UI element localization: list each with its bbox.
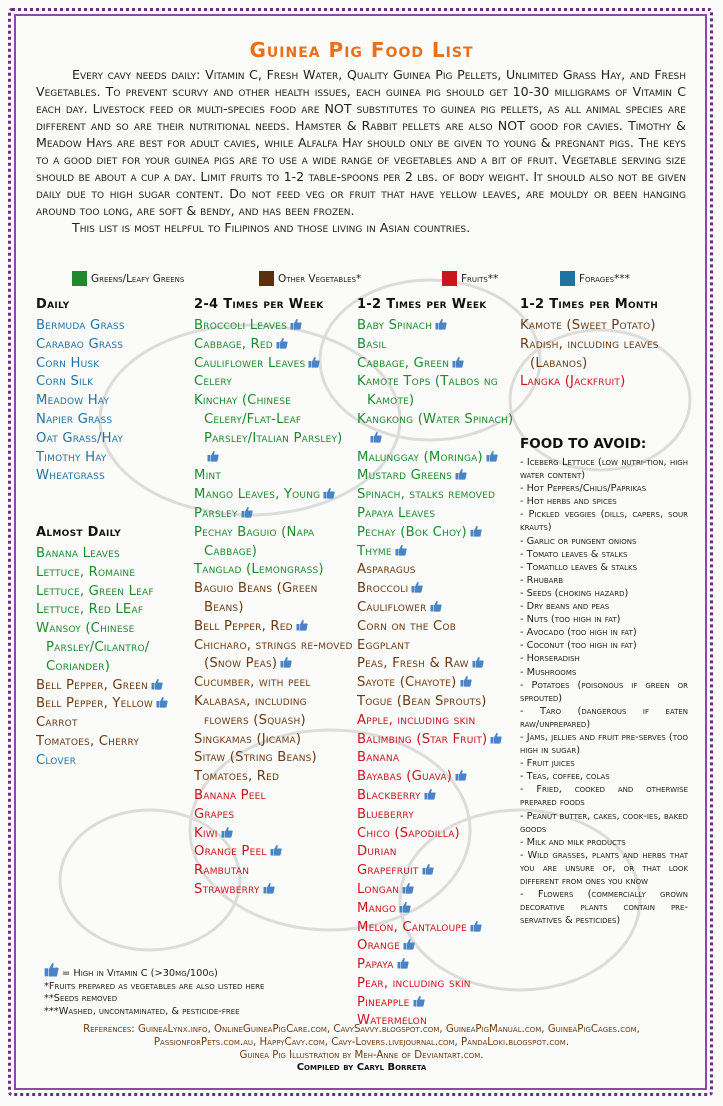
food-item — [357, 373, 519, 411]
food-item-label: Rambutan — [194, 863, 250, 879]
avoid-item: - Milk and milk products — [520, 836, 626, 848]
food-item-label: Baby Spinach — [357, 318, 433, 333]
food-item — [357, 881, 519, 900]
vegetables-swatch — [259, 271, 274, 286]
food-item-label: Baguio Beans (Green Beans) — [194, 581, 318, 615]
food-item-label: Pear, including skin — [357, 975, 471, 991]
food-item — [36, 714, 192, 733]
legend — [72, 271, 692, 289]
vitamin-c-key-label: = High in Vitamin C (>30mg/100g) — [62, 968, 218, 979]
food-item — [357, 467, 519, 486]
food-item — [357, 768, 519, 787]
food-item — [194, 317, 354, 336]
avoid-item: - Rhubarb — [520, 574, 564, 586]
thumbs-up-icon — [460, 675, 472, 687]
food-item-label: Grapes — [194, 806, 235, 822]
food-item — [357, 862, 519, 881]
avoid-item: - Fried, cooked and otherwise prepared foods — [520, 784, 688, 809]
thumbs-up-icon — [207, 450, 219, 462]
food-item — [36, 467, 192, 486]
food-item — [357, 449, 519, 468]
food-item — [194, 637, 354, 675]
column-two-four-week — [194, 297, 354, 900]
food-item — [357, 561, 519, 580]
thumbs-up-icon — [399, 901, 411, 913]
food-item-label: Wansoy (Chinese Parsley/Cilantro/ Coriander) — [36, 621, 150, 674]
food-item — [357, 355, 519, 374]
avoid-item: - Jams, jellies and fruit pre-serves (too high in sugar) — [520, 731, 688, 757]
avoid-item: - Tomatillo leaves & stalks — [520, 561, 638, 573]
food-item — [36, 411, 192, 430]
food-item-label: Singkamas (Jicama) — [194, 731, 302, 747]
food-item — [194, 843, 354, 862]
avoid-item: - Peanut butter, cakes, cook-ies, baked goods — [520, 810, 688, 835]
food-item-label: Mint — [194, 468, 222, 484]
food-item — [520, 336, 688, 374]
thumbs-up-icon — [470, 525, 482, 537]
food-item — [357, 693, 519, 712]
thumbs-up-icon — [151, 678, 163, 690]
food-item — [194, 392, 354, 467]
footnote-fruits: *Fruits prepared as vegetables are also listed here — [44, 980, 265, 992]
thumbs-up-icon — [413, 995, 425, 1007]
food-item-label: Orange Peel — [194, 844, 267, 860]
avoid-item: - Potatoes (poisonous if green or sprouted) — [520, 679, 688, 704]
food-item-label: Blackberry — [357, 787, 421, 803]
legend-label: Other Vegetables* — [278, 272, 362, 285]
food-item-label: Napier Grass — [36, 411, 113, 427]
food-item-label: Basil — [357, 336, 387, 352]
food-item-label: Lettuce, Green Leaf — [36, 583, 154, 599]
thumbs-up-icon — [422, 863, 434, 875]
food-item — [194, 862, 354, 881]
food-item-label: Kangkong (Water Spinach) — [357, 411, 514, 427]
food-item — [36, 733, 192, 752]
avoid-item: - Seeds (choking hazard) — [520, 587, 629, 599]
food-item-label: Orange — [357, 938, 401, 954]
thumbs-up-icon — [156, 696, 168, 708]
food-item — [36, 336, 192, 355]
food-item-label: Cabbage, Red — [194, 336, 273, 352]
food-item — [357, 787, 519, 806]
food-item — [194, 580, 354, 618]
food-item — [36, 355, 192, 374]
food-item — [520, 317, 688, 336]
food-item-label: Kamote Tops (Talbos ng Kamote) — [357, 374, 498, 409]
avoid-item: - Coconut (too high in fat) — [520, 640, 637, 652]
column-almost-daily — [36, 525, 192, 771]
food-item — [357, 336, 519, 355]
food-item-label: Carrot — [36, 715, 78, 731]
food-item-label: Tanglad (Lemongrass) — [194, 562, 324, 578]
food-item — [357, 505, 519, 524]
food-item-label: Banana Leaves — [36, 546, 120, 561]
legend-item-fruits — [442, 271, 498, 286]
food-item-label: Timothy Hay — [36, 449, 107, 465]
avoid-item: - Hot Peppers/Chilis/Paprikas — [520, 483, 647, 495]
food-item — [357, 674, 519, 693]
food-item — [357, 994, 519, 1013]
thumbs-up-icon — [276, 337, 288, 349]
thumbs-up-icon — [486, 450, 498, 462]
food-item-label: Corn on the Cob — [357, 618, 457, 634]
legend-label: Fruits** — [461, 272, 499, 285]
food-item — [194, 731, 354, 750]
food-item — [194, 806, 354, 825]
food-item — [357, 843, 519, 862]
food-item-label: Melon, Cantaloupe — [357, 919, 467, 935]
food-item-label: Durian — [357, 844, 397, 860]
thumbs-up-icon — [44, 962, 59, 977]
avoid-item: - Wild grasses, plants and herbs that you are unsure of, or that look different from ones you know — [520, 849, 688, 887]
food-list — [36, 545, 192, 771]
food-item-label: Papaya — [357, 957, 394, 973]
food-item — [36, 677, 192, 696]
food-to-avoid — [520, 436, 688, 927]
food-item-label: Broccoli — [357, 581, 409, 597]
food-item-label: Bell Pepper, Green — [36, 677, 148, 693]
food-item-label: Sayote (Chayote) — [357, 675, 457, 691]
food-item — [36, 373, 192, 392]
avoid-list — [520, 456, 688, 927]
food-item — [36, 695, 192, 714]
avoid-item: - Horseradish — [520, 653, 580, 665]
thumbs-up-icon — [270, 844, 282, 856]
thumbs-up-icon — [411, 581, 423, 593]
food-item-label: Eggplant — [357, 637, 410, 653]
food-item — [357, 900, 519, 919]
avoid-item: - Iceberg Lettuce (low nutri-tion, high water content) — [520, 457, 688, 482]
food-item-label: Radish, including leaves (Labanos) — [520, 336, 659, 371]
food-item — [357, 749, 519, 768]
food-item — [194, 373, 354, 392]
food-item — [36, 545, 192, 564]
legend-item-vegetables — [259, 271, 361, 286]
food-item-label: Kinchay (Chinese Celery/Flat-Leaf Parsley/Italian Parsley) — [194, 393, 343, 446]
food-item-label: Pineapple — [357, 994, 410, 1010]
food-item — [194, 674, 354, 693]
avoid-item: - Tomato leaves & stalks — [520, 548, 628, 560]
column-one-two-month — [520, 297, 688, 392]
food-item — [36, 430, 192, 449]
food-item-label: Parsley — [194, 505, 238, 521]
thumbs-up-icon — [470, 920, 482, 932]
food-item — [357, 655, 519, 674]
legend-label: Forages*** — [579, 272, 630, 285]
compiled-by: Compiled by Caryl Borreta — [296, 1062, 427, 1073]
food-item — [357, 975, 519, 994]
food-item-label: Banana — [357, 750, 400, 766]
thumbs-up-icon — [435, 318, 447, 330]
food-item — [194, 336, 354, 355]
food-item — [194, 486, 354, 505]
food-item — [194, 749, 354, 768]
avoid-item: - Mushrooms — [520, 666, 577, 678]
references-line-2: PassionforPets.com.au, HappyCavy.com, Cavy-Lovers.livejournal.com, PandaLoki.blogspot.com. — [153, 1037, 570, 1048]
legend-item-greens — [72, 271, 184, 286]
references-line-1: References: GuineaLynx.info, OnlineGuineaPigCare.com, CavySavvy.blogspot.com, GuineaPigManual.com, GuineaPigCages.com, — [83, 1024, 640, 1035]
thumbs-up-icon — [403, 938, 415, 950]
references — [30, 1023, 693, 1062]
thumbs-up-icon — [490, 732, 502, 744]
food-item — [36, 601, 192, 620]
food-item-label: Mustard Greens — [357, 468, 453, 484]
food-list — [36, 317, 192, 486]
food-item-label: Asparagus — [357, 562, 416, 578]
food-item — [194, 355, 354, 374]
thumbs-up-icon — [455, 468, 467, 480]
avoid-item: - Dry beans and peas — [520, 601, 610, 613]
food-item-label: Kalabasa, including flowers (Squash) — [194, 693, 307, 728]
intro-note: This list is most helpful to Filipinos and those living in Asian countries. — [72, 220, 471, 235]
food-item — [357, 956, 519, 975]
thumbs-up-icon — [424, 788, 436, 800]
food-item-label: Langka (Jackfruit) — [520, 374, 626, 390]
food-item-label: Strawberry — [194, 881, 260, 897]
food-item — [357, 937, 519, 956]
food-item-label: Chicharo, strings re-moved (Snow Peas) — [194, 637, 353, 672]
food-item — [36, 583, 192, 602]
avoid-item: - Teas, coffee, colas — [520, 771, 610, 783]
food-item — [357, 599, 519, 618]
food-item-label: Pechay Baguio (Napa Cabbage) — [194, 524, 315, 559]
food-item-label: Cabbage, Green — [357, 355, 450, 371]
food-item-label: Carabao Grass — [36, 336, 124, 352]
food-item-label: Watermelon — [357, 1013, 427, 1029]
food-item-label: Clover — [36, 752, 77, 768]
avoid-item: - Nuts (too high in fat) — [520, 614, 621, 626]
avoid-heading: FOOD TO AVOID: — [520, 436, 647, 452]
food-item-label: Pechay (Bok Choy) — [357, 524, 467, 540]
food-item-label: Cauliflower — [357, 599, 427, 615]
food-item-label: Blueberry — [357, 806, 414, 822]
food-item — [357, 524, 519, 543]
food-item — [357, 317, 519, 336]
illustration-credit: Guinea Pig Illustration by Meh-Anne of Deviantart.com. — [239, 1050, 484, 1061]
intro-text — [36, 66, 686, 236]
thumbs-up-icon — [263, 882, 275, 894]
food-item-label: Balimbing (Star Fruit) — [357, 731, 488, 747]
food-item-label: Sitaw (String Beans) — [194, 750, 317, 766]
food-item — [357, 618, 519, 637]
food-item-label: Malunggay (Moringa) — [357, 449, 483, 465]
thumbs-up-icon — [280, 656, 292, 668]
thumbs-up-icon — [430, 600, 442, 612]
food-item — [357, 806, 519, 825]
food-item-label: Apple, including skin — [357, 712, 476, 728]
column-heading: Daily — [36, 297, 70, 312]
food-item-label: Kamote (Sweet Potato) — [520, 318, 656, 333]
food-item — [194, 524, 354, 562]
thumbs-up-icon — [290, 318, 302, 330]
avoid-item: - Pickled veggies (dills, capers, sour krauts) — [520, 509, 688, 534]
food-item — [194, 561, 354, 580]
food-item — [36, 392, 192, 411]
food-item — [194, 467, 354, 486]
fruits-swatch — [442, 271, 457, 286]
food-item — [194, 618, 354, 637]
thumbs-up-icon — [455, 769, 467, 781]
food-item — [357, 825, 519, 844]
food-item-label: Meadow Hay — [36, 393, 110, 409]
food-item — [36, 620, 192, 676]
food-item-label: Togue (Bean Sprouts) — [357, 693, 487, 709]
column-daily — [36, 297, 192, 486]
food-item-label: Bayabas (Guava) — [357, 769, 453, 785]
food-item — [357, 543, 519, 562]
column-heading: 2-4 Times per Week — [194, 297, 324, 312]
food-item-label: Grapefruit — [357, 863, 419, 879]
avoid-item: - Taro (dangerous if eaten raw/unprepared) — [520, 705, 688, 730]
food-item-label: Lettuce, Romaine — [36, 564, 136, 580]
legend-item-forages — [560, 271, 630, 286]
column-heading: 1-2 Times per Week — [357, 297, 487, 312]
footnote-washed: ***Washed, uncontaminated, & pesticide-free — [44, 1005, 240, 1017]
food-item — [194, 825, 354, 844]
column-heading: 1-2 Times per Month — [520, 297, 659, 312]
food-item-label: Thyme — [357, 543, 392, 559]
thumbs-up-icon — [472, 656, 484, 668]
food-item — [357, 731, 519, 750]
avoid-item: - Avocado (too high in fat) — [520, 627, 637, 639]
thumbs-up-icon — [221, 826, 233, 838]
vitamin-c-key — [44, 962, 264, 981]
food-item-label: Chico (Sapodilla) — [357, 825, 460, 841]
food-item — [357, 486, 519, 505]
food-item — [194, 787, 354, 806]
page-title: Guinea Pig Food List — [249, 38, 474, 62]
food-item-label: Banana Peel — [194, 787, 266, 803]
food-list — [520, 317, 688, 392]
thumbs-up-icon — [370, 431, 382, 443]
food-item — [36, 564, 192, 583]
food-item-label: Spinach, stalks removed — [357, 487, 496, 503]
food-item-label: Wheatgrass — [36, 468, 105, 484]
food-item-label: Oat Grass/Hay — [36, 430, 124, 446]
column-one-two-week — [357, 297, 519, 1031]
avoid-item: - Hot herbs and spices — [520, 496, 617, 508]
food-item-label: Bermuda Grass — [36, 318, 125, 333]
food-item — [194, 768, 354, 787]
food-item — [357, 411, 519, 449]
legend-label: Greens/Leafy Greens — [91, 272, 185, 285]
avoid-item: - Flowers (commercially grown decorative plants contain pre-servatives & pesticides) — [520, 889, 688, 927]
forages-swatch — [560, 271, 575, 286]
thumbs-up-icon — [308, 356, 320, 368]
food-item-label: Broccoli Leaves — [194, 318, 288, 333]
food-item-label: Cucumber, with peel — [194, 675, 311, 691]
avoid-item: - Fruit juices — [520, 758, 575, 770]
thumbs-up-icon — [402, 882, 414, 894]
food-list — [357, 317, 519, 1031]
food-item — [520, 373, 688, 392]
thumbs-up-icon — [296, 619, 308, 631]
avoid-item: - Garlic or pungent onions — [520, 535, 637, 547]
food-item-label: Bell Pepper, Yellow — [36, 696, 154, 712]
footnote-seeds: **Seeds removed — [44, 993, 118, 1005]
column-heading: Almost Daily — [36, 525, 122, 540]
food-item-label: Celery — [194, 374, 232, 390]
thumbs-up-icon — [395, 544, 407, 556]
thumbs-up-icon — [452, 356, 464, 368]
food-item-label: Cauliflower Leaves — [194, 355, 306, 371]
food-item — [36, 752, 192, 771]
food-item — [357, 580, 519, 599]
food-list — [194, 317, 354, 900]
greens-swatch — [72, 271, 87, 286]
food-item — [357, 712, 519, 731]
food-item-label: Peas, Fresh & Raw — [357, 656, 469, 672]
food-item — [194, 505, 354, 524]
food-item-label: Lettuce, Red LEaf — [36, 602, 144, 618]
food-item-label: Papaya Leaves — [357, 505, 436, 521]
food-item-label: Kiwi — [194, 825, 218, 841]
footnotes — [44, 962, 264, 1018]
food-item-label: Corn Husk — [36, 355, 100, 371]
food-item — [357, 919, 519, 938]
food-item — [357, 637, 519, 656]
food-item-label: Bell Pepper, Red — [194, 618, 293, 634]
thumbs-up-icon — [397, 957, 409, 969]
food-item-label: Mango — [357, 900, 397, 916]
food-item — [36, 449, 192, 468]
thumbs-up-icon — [323, 487, 335, 499]
food-item — [194, 693, 354, 731]
food-item — [194, 881, 354, 900]
food-item-label: Mango Leaves, Young — [194, 487, 321, 503]
intro-paragraph: Every cavy needs daily: Vitamin C, Fresh Water, Quality Guinea Pig Pellets, Unlimited Grass Hay, and Fresh Vegetables. To prevent scurvy and other health issues, each guinea pig should get 10-30 milligrams of Vitamin C each day. Livestock feed or multi-species food are NOT substitutes to guinea pig pellets, as all animal species are different and so are their nutritional needs. Hamster & Rabbit pellets are also NOT good for cavies. Timothy & Meadow Hays are best for adult cavies, while Alfalfa Hay should only be given to young & pregnant pigs. The keys to a good diet for your guinea pigs are to use a wide range of vegetables and a bit of fruit. Vegetable serving size should be about a cup a day. Limit fruits to 1-2 table-spoons per 2 lbs. of body weight. It should also not be given daily due to high sugar content. Do not feed veg or fruit that have yellow leaves, are mouldy or been hanging around too long, are soft & bendy, and has been frozen. — [36, 67, 686, 218]
food-item-label: Corn Silk — [36, 374, 94, 390]
food-item-label: Tomatoes, Cherry — [36, 733, 140, 749]
food-item-label: Tomatoes, Red — [194, 769, 280, 785]
food-item-label: Longan — [357, 881, 400, 897]
food-item — [36, 317, 192, 336]
thumbs-up-icon — [241, 506, 253, 518]
